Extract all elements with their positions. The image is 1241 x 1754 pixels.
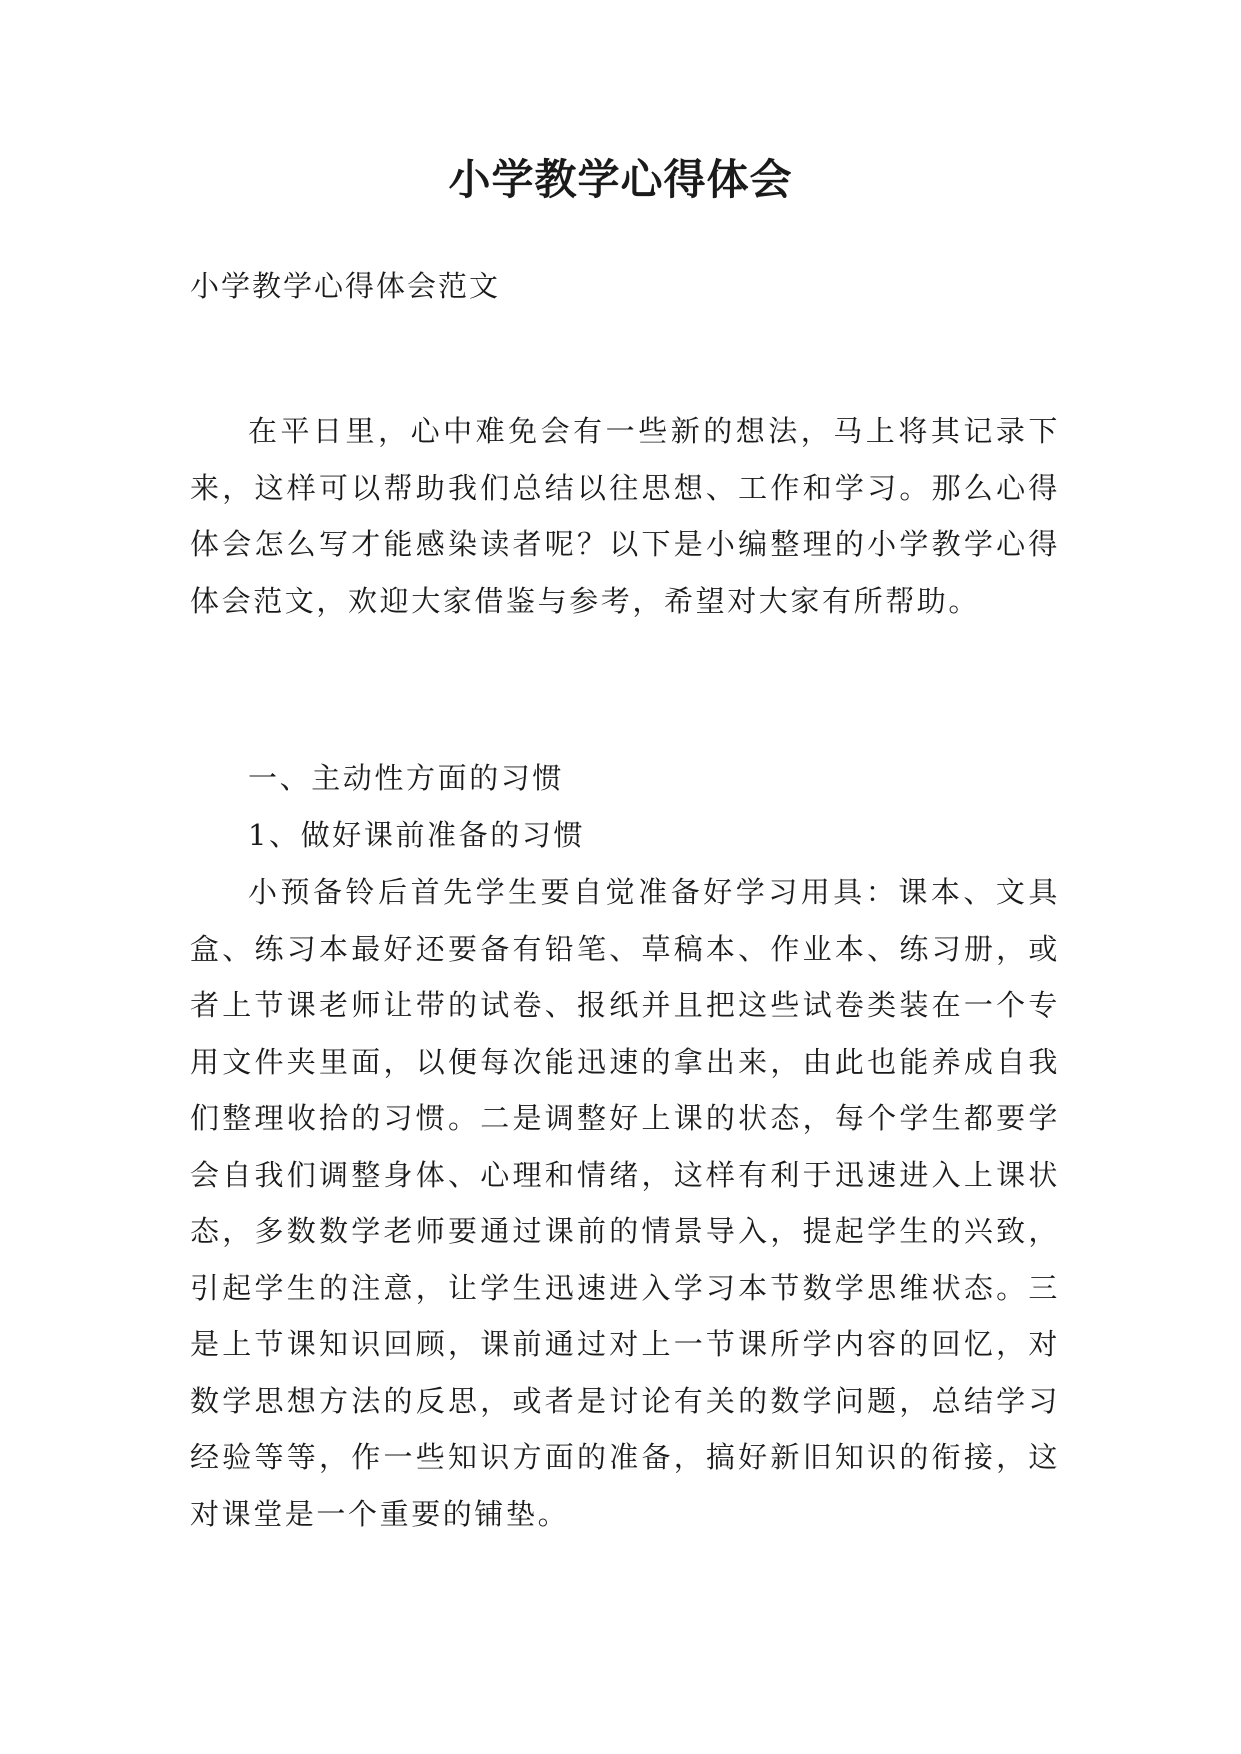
- body-paragraph: 小预备铃后首先学生要自觉准备好学习用具：课本、文具盒、练习本最好还要备有铅笔、草稿本、作业本、练习册，或者上节课老师让带的试卷、报纸并且把这些试卷类装在一个专用文件夹里面，以便每次能迅速的拿出来，由此也能养成自我们整理收拾的习惯。二是调整好上课的状态，每个学生都要学会自我们调整身体、心理和情绪，这样有利于迅速进入上课状态，多数数学老师要通过课前的情景导入，提起学生的兴致，引起学生的注意，让学生迅速进入学习本节数学思维状态。三是上节课知识回顾，课前通过对上一节课所学内容的回忆，对数学思想方法的反思，或者是讨论有关的数学问题，总结学习经验等等，作一些知识方面的准备，搞好新旧知识的衔接，这对课堂是一个重要的铺垫。: [190, 875, 1060, 1531]
- section-heading: 一、主动性方面的习惯: [248, 761, 565, 795]
- document-title: 小学教学心得体会: [448, 155, 793, 204]
- subsection-heading: 1、做好课前准备的习惯: [248, 818, 586, 852]
- intro-paragraph: 在平日里，心中难免会有一些新的想法，马上将其记录下来，这样可以帮助我们总结以往思想、工作和学习。那么心得体会怎么写才能感染读者呢？以下是小编整理的小学教学心得体会范文，欢迎大家借鉴与参考，希望对大家有所帮助。: [190, 414, 1060, 618]
- document-subtitle: 小学教学心得体会范文: [190, 269, 501, 303]
